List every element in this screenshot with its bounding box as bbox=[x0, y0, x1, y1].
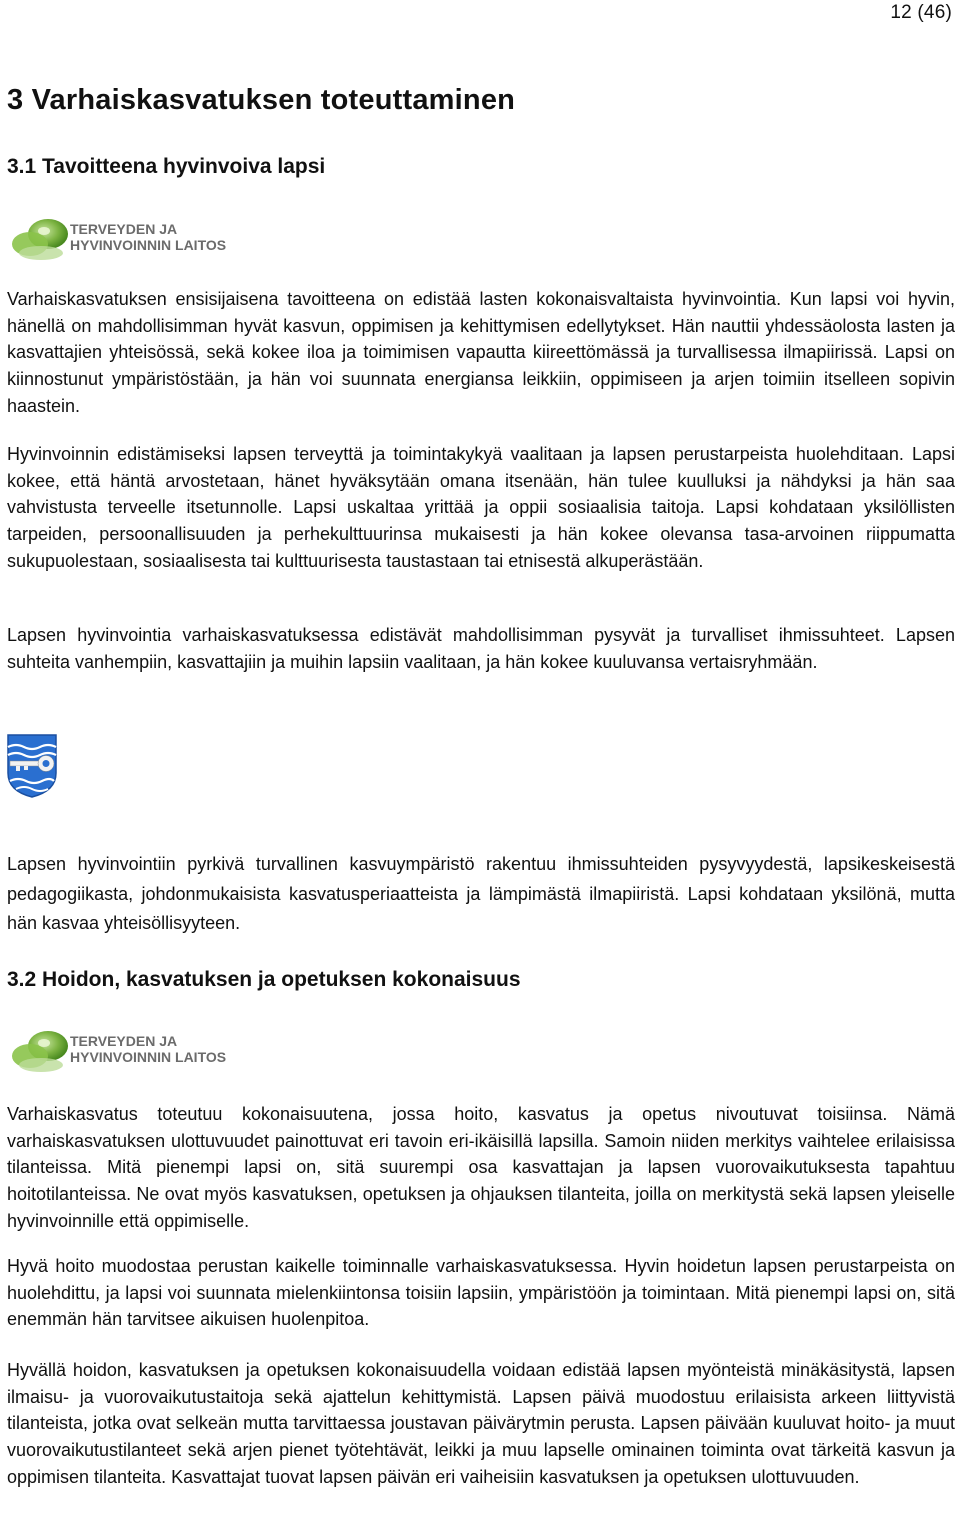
thl-logo-line1: TERVEYDEN JA bbox=[70, 221, 178, 237]
municipal-crest bbox=[6, 733, 58, 799]
paragraph: Lapsen hyvinvointia varhaiskasvatuksessa edistävät mahdollisimman pysyvät ja turvalliset ihmissuhteet. Lapsen suhteita vanhempiin, kasvattajiin ja muihin lapsiin vaalitaan, ja hän kokee kuuluvansa vertaisryhmään. bbox=[7, 625, 955, 672]
thl-logo-line1: TERVEYDEN JA bbox=[70, 1033, 178, 1049]
section-title-3-1: 3.1 Tavoitteena hyvinvoiva lapsi bbox=[7, 155, 326, 178]
thl-logo bbox=[8, 212, 248, 268]
paragraph: Lapsen hyvinvointiin pyrkivä turvallinen kasvuympäristö rakentuu ihmissuhteiden pysyvyydestä, lapsikeskeisestä pedagogiikasta, johdonmukaisista kasvatusperiaatteista ja lämpimästä ilmapiiristä. Lapsi kohdataan yksilönä, mutta hän kasvaa yhteisöllisyyteen. bbox=[7, 854, 955, 933]
thl-leaf-icon bbox=[8, 1024, 248, 1080]
paragraph: Varhaiskasvatus toteutuu kokonaisuutena, jossa hoito, kasvatus ja opetus nivoutuvat toisiinsa. Nämä varhaiskasvatuksen ulottuvuudet painottuvat eri tavoin eri-ikäisillä lapsilla. Samoin niiden merkitys vaihtelee erilaisissa tilanteissa. Mitä pienempi lapsi on, sitä suurempi osa kasvattajan ja lapsen vuorovaikutuksesta tapahtuu hoitotilanteissa. Ne ovat myös kasvatuksen, opetuksen ja ohjauksen tilanteita, joilla on merkitystä sekä lapsen yleiselle hyvinvoinnille että oppimiselle. bbox=[7, 1104, 955, 1231]
thl-leaf-icon bbox=[8, 212, 248, 268]
chapter-title: 3 Varhaiskasvatuksen toteuttaminen bbox=[7, 84, 516, 116]
municipal-crest-icon bbox=[6, 733, 58, 799]
section-title-3-2: 3.2 Hoidon, kasvatuksen ja opetuksen kokonaisuus bbox=[7, 968, 521, 991]
paragraph: Hyvä hoito muodostaa perustan kaikelle toiminnalle varhaiskasvatuksessa. Hyvin hoidetun lapsen perustarpeista on huolehdittu, ja lapsi voi suunnata mielenkiintonsa toisiin lapsiin, ympäristöön ja toimintaan. Mitä pienempi lapsi on, sitä enemmän hän tarvitsee aikuisen huolenpitoa. bbox=[7, 1256, 955, 1330]
thl-logo-line2: HYVINVOINNIN LAITOS bbox=[70, 1049, 227, 1065]
thl-logo-line2: HYVINVOINNIN LAITOS bbox=[70, 237, 227, 253]
page-number: 12 (46) bbox=[890, 2, 952, 23]
thl-logo bbox=[8, 1024, 248, 1080]
paragraph: Hyvinvoinnin edistämiseksi lapsen terveyttä ja toimintakykyä vaalitaan ja lapsen perustarpeista huolehditaan. Lapsi kokee, että häntä arvostetaan, hänet hyväksytään omana itsenään, hän tulee kuulluksi ja nähdyksi ja hän saa vahvistusta terveelle itsetunnolle. Lapsi uskaltaa yrittää ja oppii sosiaalisia taitoja. Lapsi kohdataan yksilöllisten tarpeiden, persoonallisuuden ja perhekulttuurinsa mukaisesti ja hän kokee olevansa tasa-arvoinen riippumatta sukupuolestaan, sosiaalisesta tai kulttuurisesta taustastaan tai etnisestä alkuperästään. bbox=[7, 444, 955, 571]
paragraph: Varhaiskasvatuksen ensisijaisena tavoitteena on edistää lasten kokonaisvaltaista hyvinvointia. Kun lapsi voi hyvin, hänellä on mahdollisimman hyvät kasvun, oppimisen ja kehittymisen edellytykset. Hän nauttii yhdessäolosta lasten ja kasvattajien yhteisössä, sekä kokee iloa ja toimimisen vapautta kiireettömässä ja turvallisessa ilmapiirissä. Lapsi on kiinnostunut ympäristöstään, ja hän voi suunnata energiansa leikkiin, oppimiseen ja arjen toimiin itselleen sopivin haastein. bbox=[7, 289, 955, 416]
paragraph: Hyvällä hoidon, kasvatuksen ja opetuksen kokonaisuudella voidaan edistää lapsen myönteistä minäkäsitystä, lapsen ilmaisu- ja vuorovaikutustaitoja sekä ajattelun kehittymistä. Lapsen päivä muodostuu erilaisista arkeen liittyvistä tilanteista, jotka ovat selkeän mutta tarvittaessa joustavan päivärytmin perusta. Lapsen päivään kuuluvat hoito- ja muut vuorovaikutustilanteet sekä arjen pienet työtehtävät, leikki ja muu lapselle ominainen toiminta ovat tärkeitä kasvun ja oppimisen tilanteita. Kasvattajat tuovat lapsen päivän eri vaiheisiin kasvatuksen ja opetuksen ulottuvuuden. bbox=[7, 1360, 955, 1487]
